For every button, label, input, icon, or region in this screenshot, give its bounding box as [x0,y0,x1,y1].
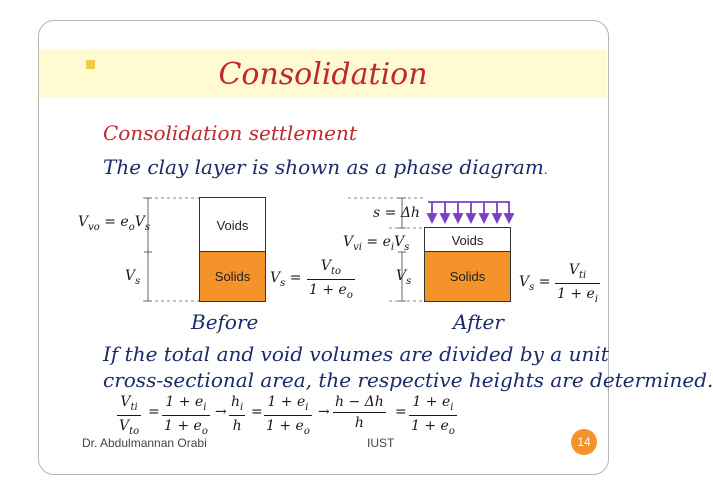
description-period: . [543,163,548,177]
after-vs-v: V [396,268,407,284]
before-formula-eq: = [285,270,302,286]
vvi-v: V [343,234,354,250]
before-formula-fraction [307,258,355,301]
vvi-eq: = e [361,234,391,250]
slide-title: Consolidation [218,57,428,92]
eq-fraction-3 [229,394,245,434]
before-frac-num: V [320,258,331,274]
paragraph-line-2: cross-sectional area, the respective heights are determined. [103,368,713,392]
after-vvi-equation [343,234,409,253]
description-text: The clay layer is shown as a phase diagram [103,155,544,179]
before-voids-label: Voids [216,217,249,233]
before-vs-label [125,268,140,287]
footer-author: Dr. Abdulmannan Orabi [82,436,207,450]
eq2-num: 1 + e [165,394,204,410]
eq6-num-sub: i [450,401,454,413]
after-vs-label [396,268,411,287]
after-solids-box [424,251,511,302]
load-arrows [428,202,513,222]
eq2-den: 1 + e [164,417,202,434]
after-frac-num-sub: ti [578,269,587,281]
vvi-rhs-sub: s [404,241,410,253]
after-formula-fraction [555,262,600,305]
eq-fraction-1 [117,394,141,437]
before-frac-den-sub: o [346,289,353,301]
eq-equals-2: = [251,404,263,420]
before-vs-sub: s [135,275,141,287]
page-number-badge [571,429,597,455]
before-voids-box [199,197,266,253]
eq4-den-sub: o [303,425,310,437]
eq3-den: h [232,417,242,434]
eq3-num-sub: i [240,401,244,413]
vvo-eo-sub: o [128,221,135,233]
after-caption: After [453,310,504,334]
eq-equals-1: = [148,404,160,420]
eq6-den: 1 + e [411,417,449,434]
vvo-rhs: V [134,214,145,230]
settlement-label: s = Δh [373,205,420,221]
eq4-num: 1 + e [267,394,306,410]
eq5-num: h − Δh [335,394,384,410]
vvo-v: V [78,214,89,230]
before-frac-num-sub: to [330,265,342,277]
eq-arrow-2: → [318,404,330,420]
vvo-eq: = e [99,214,129,230]
eq6-num: 1 + e [412,394,451,410]
after-frac-den-sub: i [594,293,599,305]
after-frac-num: V [568,262,579,278]
eq3-num: h [231,394,241,410]
after-frac-den: 1 + e [557,285,595,302]
eq-fraction-5 [333,394,386,431]
before-vvo-equation [78,214,150,233]
before-solids-box [199,251,266,302]
subtitle: Consolidation settlement [103,121,357,145]
after-formula-sub: s [529,281,535,293]
eq-arrow-1: → [215,404,227,420]
eq2-den-sub: o [201,425,208,437]
eq-fraction-6 [409,394,457,437]
eq1-num: V [120,394,131,410]
before-vs-v: V [125,268,136,284]
eq6-den-sub: o [448,425,455,437]
after-vs-sub: s [406,275,412,287]
eq-fraction-2 [162,394,210,437]
after-solids-label: Solids [449,269,486,284]
after-formula-lhs [519,274,550,293]
before-formula-sub: s [280,277,286,289]
vvo-sub: vo [88,221,100,233]
page-number: 14 [577,435,591,449]
vvo-rhs-sub: s [144,221,151,233]
eq4-den: 1 + e [266,417,304,434]
eq2-num-sub: i [203,401,207,413]
after-formula-eq: = [534,274,551,290]
eq-equals-3: = [395,404,407,420]
eq-fraction-4 [264,394,312,437]
footer-institution: IUST [367,436,395,450]
eq4-num-sub: i [305,401,309,413]
before-solids-label: Solids [214,269,251,284]
after-formula-v: V [519,274,530,290]
before-formula-v: V [270,270,281,286]
eq5-den: h [354,415,364,431]
before-frac-den: 1 + e [309,281,347,298]
before-caption: Before [191,310,259,334]
eq1-den: V [119,417,130,434]
vvi-sub: vi [353,241,362,253]
paragraph-line-1: If the total and void volumes are divided by a unit [103,342,609,366]
before-formula-lhs [270,270,301,289]
vvi-ei-sub: i [390,241,395,253]
eq1-den-sub: to [129,425,140,437]
after-voids-label: Voids [451,232,484,248]
eq1-num-sub: ti [130,401,138,413]
after-voids-box [424,227,511,253]
vvi-rhs: V [394,234,405,250]
